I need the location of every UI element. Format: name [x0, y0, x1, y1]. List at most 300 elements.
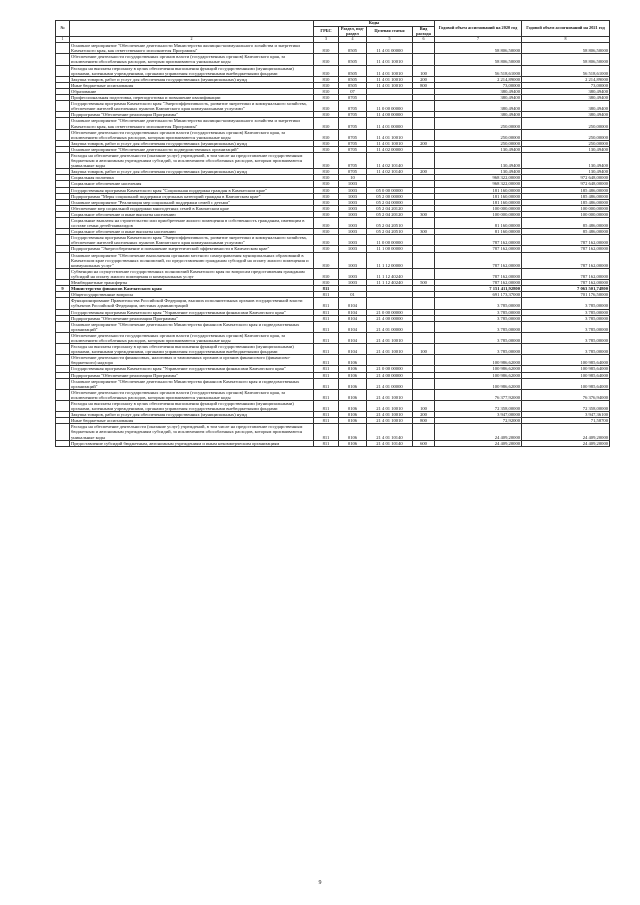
row-razdel: 0104: [339, 298, 367, 309]
row-grbs: 810: [314, 82, 339, 88]
table-row: [56, 235, 610, 246]
row-vol2020: 787 162,00000: [435, 280, 522, 286]
row-vol2020: 24 409,20000: [435, 440, 522, 446]
row-razdel: 0705: [339, 169, 367, 175]
row-grbs: 811: [314, 366, 339, 372]
row-name: Обеспечение мер социальной поддержки многодетных семей в Камчатском крае: [70, 205, 314, 211]
row-vid: 200: [413, 412, 435, 418]
row-grbs: 810: [314, 246, 339, 252]
row-target: 21 4 01 10010: [367, 344, 413, 355]
row-name: Обеспечение деятельности государственных органов власти (государственных органов) Камчатского края, за исключением обособленных расходов, которым присваиваются уникальные коды: [70, 389, 314, 400]
row-vid: 200: [413, 169, 435, 175]
row-vol2020: 3 785,00000: [435, 321, 522, 332]
row-target: 21 4 00 00000: [367, 315, 413, 321]
row-vol2021: 100 985,64000: [522, 366, 610, 372]
table-row: [56, 389, 610, 400]
row-razdel: 1003: [339, 199, 367, 205]
row-vol2020: 787 162,00000: [435, 268, 522, 279]
header-vol2020: Годовой объем ассигнований на 2020 год: [435, 21, 522, 37]
row-vol2020: 380,49400: [435, 95, 522, 101]
row-name: Основное мероприятие "Обеспечение деятельности Министерства финансов Камчатского края и подведомственных организаций": [70, 321, 314, 332]
row-target: 21 4 01 10010: [367, 401, 413, 412]
row-name: Обеспечение деятельности государственных органов власти (государственных органов) Камчатского края, за исключением обособленных расходов, которым присваиваются уникальные коды: [70, 129, 314, 140]
row-vid: [413, 252, 435, 268]
row-vol2020: 56 518,61000: [435, 65, 522, 76]
row-number: [56, 298, 70, 309]
row-vol2021: 130,49400: [522, 152, 610, 168]
row-name: Расходы на выплаты персоналу в целях обеспечения выполнения функций государственными (муниципальными) органами, казенными учреждениями, органами управления государственными внебюджетными фондами: [70, 65, 314, 76]
row-razdel: 0106: [339, 440, 367, 446]
row-grbs: 811: [314, 401, 339, 412]
row-grbs: 810: [314, 199, 339, 205]
row-razdel: 0705: [339, 101, 367, 112]
row-grbs: 810: [314, 229, 339, 235]
row-vol2020: 380,49400: [435, 101, 522, 112]
row-vol2020: 73,00000: [435, 82, 522, 88]
row-grbs: 811: [314, 372, 339, 378]
row-vol2020: 130,49400: [435, 169, 522, 175]
row-vol2020: 100 986,62000: [435, 378, 522, 389]
table-row: [56, 101, 610, 112]
row-vol2021: 100 985,64000: [522, 355, 610, 366]
row-grbs: 811: [314, 412, 339, 418]
page-number: 9: [318, 880, 322, 886]
row-number: [56, 344, 70, 355]
row-razdel: 0106: [339, 372, 367, 378]
row-vol2021: 380,49400: [522, 112, 610, 118]
row-grbs: 811: [314, 286, 339, 292]
header-target: Целевая статья: [367, 26, 413, 37]
row-name: Расходы на обеспечение деятельности (оказание услуг) учреждений, в том числе на предоставление государственным бюджетным и автономным учреждениям субсидий, за исключением обособленных расходов, которым присваиваются уникальные коды: [70, 424, 314, 440]
row-vol2021: 100 000,00000: [522, 211, 610, 217]
row-grbs: 810: [314, 95, 339, 101]
row-vol2021: 58 806,50000: [522, 43, 610, 54]
row-grbs: 810: [314, 88, 339, 94]
row-name: Закупка товаров, работ и услуг для обеспечения государственных (муниципальных) нужд: [70, 140, 314, 146]
row-vid: [413, 152, 435, 168]
row-target: 21 0 00 00000: [367, 366, 413, 372]
row-target: 05 2 04 20510: [367, 229, 413, 235]
row-razdel: 0705: [339, 140, 367, 146]
row-name: Обеспечение деятельности государственных органов власти (государственных органов) Камчатского края, за исключением обособленных расходов, которым присваиваются уникальные коды: [70, 54, 314, 65]
row-grbs: 810: [314, 211, 339, 217]
row-razdel: 0705: [339, 95, 367, 101]
row-grbs: 810: [314, 218, 339, 229]
row-target: 21 0 00 00000: [367, 309, 413, 315]
row-target: 11 4 01 10010: [367, 129, 413, 140]
row-name: Социальная политика: [70, 175, 314, 181]
row-grbs: 811: [314, 355, 339, 366]
row-target: 11 4 02 10140: [367, 169, 413, 175]
row-grbs: 811: [314, 424, 339, 440]
row-name: Расходы на выплаты персоналу в целях обеспечения выполнения функций государственными (муниципальными) органами, казенными учреждениями, органами управления государственными внебюджетными фондами: [70, 401, 314, 412]
row-vol2021: 185 486,00000: [522, 199, 610, 205]
row-grbs: 810: [314, 187, 339, 193]
table-row: [56, 268, 610, 279]
row-target: 21 4 01 10010: [367, 332, 413, 343]
row-vol2021: 787 162,00000: [522, 252, 610, 268]
row-vol2021: 701 176,50000: [522, 292, 610, 298]
row-vid: [413, 235, 435, 246]
row-vid: 100: [413, 344, 435, 355]
row-vol2021: 71,58700: [522, 418, 610, 424]
row-vol2021: 100 985,64000: [522, 372, 610, 378]
row-vol2021: 787 162,00000: [522, 235, 610, 246]
row-name: Предоставление субсидий бюджетным, автономным учреждениям и иным некоммерческим организациям: [70, 440, 314, 446]
row-number: [56, 424, 70, 440]
row-grbs: 810: [314, 146, 339, 152]
table-row: [56, 355, 610, 366]
row-razdel: 1003: [339, 187, 367, 193]
table-row: [56, 152, 610, 168]
row-razdel: 1003: [339, 280, 367, 286]
row-target: 11 1 12 40240: [367, 280, 413, 286]
row-name: Образование: [70, 88, 314, 94]
row-vid: 300: [413, 229, 435, 235]
index-cell: 8: [522, 37, 610, 43]
row-name: Расходы на обеспечение деятельности (оказание услуг) учреждений, в том числе на предоставление государственным бюджетным и автономным учреждениям субсидий, за исключением обособленных расходов, которым присваиваются уникальные коды: [70, 152, 314, 168]
row-name: Государственная программа Камчатского края "Управление государственными финансами Камчатского края": [70, 366, 314, 372]
row-vol2021: 100 985,64000: [522, 378, 610, 389]
row-vol2020: 181 160,00000: [435, 199, 522, 205]
index-cell: 3: [314, 37, 339, 43]
row-name: Профессиональная подготовка, переподготовка и повышение квалификации: [70, 95, 314, 101]
row-vol2021: 24 409,20000: [522, 440, 610, 446]
index-cell: 6: [413, 37, 435, 43]
row-target: 21 4 01 00000: [367, 321, 413, 332]
row-name: Государственная программа Камчатского края "Социальная поддержка граждан в Камчатском крае": [70, 187, 314, 193]
table-row: [56, 54, 610, 65]
row-target: 05 2 04 20510: [367, 218, 413, 229]
row-target: 21 4 01 00000: [367, 378, 413, 389]
row-name: Расходы на выплаты персоналу в целях обеспечения выполнения функций государственными (муниципальными) органами, казенными учреждениями, органами управления государственными внебюджетными фондами: [70, 344, 314, 355]
header-num: №: [56, 21, 70, 37]
row-vol2021: 76 376,94000: [522, 389, 610, 400]
row-vol2020: 130,49400: [435, 146, 522, 152]
row-razdel: 1003: [339, 229, 367, 235]
row-target: 11 4 00 00000: [367, 112, 413, 118]
row-vol2021: 250,00000: [522, 118, 610, 129]
header-vid: Вид расхода: [413, 26, 435, 37]
row-vol2021: 250,00000: [522, 129, 610, 140]
row-vid: [413, 129, 435, 140]
row-vol2020: 7 151 411,92800: [435, 286, 522, 292]
row-vol2021: 7 063 501,74800: [522, 286, 610, 292]
row-target: 11 1 12 00000: [367, 252, 413, 268]
row-vol2021: 72 358,00000: [522, 401, 610, 412]
row-vol2021: 56 518,61000: [522, 65, 610, 76]
row-vol2020: 3 785,00000: [435, 315, 522, 321]
row-number: [56, 252, 70, 268]
row-name: Социальное обеспечение и иные выплаты населению: [70, 229, 314, 235]
row-vol2020: 100 000,00000: [435, 211, 522, 217]
row-vol2020: 3 785,00000: [435, 309, 522, 315]
row-vid: 100: [413, 65, 435, 76]
row-vol2020: 250,00000: [435, 140, 522, 146]
row-grbs: 810: [314, 152, 339, 168]
row-name: Иные бюджетные ассигнования: [70, 82, 314, 88]
row-name: Общегосударственные вопросы: [70, 292, 314, 298]
row-razdel: 0106: [339, 355, 367, 366]
row-vol2021: 787 162,00000: [522, 246, 610, 252]
row-grbs: 810: [314, 140, 339, 146]
row-grbs: 811: [314, 418, 339, 424]
row-target: 21 4 00 00000: [367, 372, 413, 378]
row-vol2021: 185 486,00000: [522, 193, 610, 199]
row-target: 11 1 00 00000: [367, 246, 413, 252]
row-vol2021: 3 785,00000: [522, 298, 610, 309]
row-target: 11 1 12 40240: [367, 268, 413, 279]
row-target: 21 4 01 10010: [367, 412, 413, 418]
index-cell: 1: [56, 37, 70, 43]
row-target: 21 4 01 10140: [367, 440, 413, 446]
row-name: Социальные выплаты на строительство или приобретение жилого помещения в собственность гражданам, имеющим в составе семьи детей-инвалидов: [70, 218, 314, 229]
row-razdel: 0104: [339, 309, 367, 315]
row-target: 11 4 01 10010: [367, 76, 413, 82]
row-vol2021: 3 785,00000: [522, 309, 610, 315]
row-vid: [413, 43, 435, 54]
row-razdel: 0705: [339, 146, 367, 152]
row-grbs: 810: [314, 112, 339, 118]
table-row: [56, 321, 610, 332]
row-vol2021: 185 486,00000: [522, 187, 610, 193]
row-vol2020: 81 160,00000: [435, 229, 522, 235]
table-row: [56, 424, 610, 440]
row-vid: [413, 54, 435, 65]
row-number: [56, 321, 70, 332]
row-vol2021: 787 162,00000: [522, 268, 610, 279]
row-grbs: 811: [314, 315, 339, 321]
row-name: Государственная программа Камчатского края "Управление государственными финансами Камчатского края": [70, 309, 314, 315]
row-vid: 500: [413, 280, 435, 286]
row-vol2020: 181 160,00000: [435, 187, 522, 193]
table-row: [56, 43, 610, 54]
row-vol2021: 3 785,00000: [522, 332, 610, 343]
row-target: 05 2 04 20120: [367, 205, 413, 211]
row-razdel: 0106: [339, 424, 367, 440]
row-grbs: 811: [314, 292, 339, 298]
row-name: Подпрограмма "Меры социальной поддержки отдельных категорий граждан в Камчатском крае": [70, 193, 314, 199]
row-vol2020: 100 986,62000: [435, 372, 522, 378]
row-vol2020: 58 806,50000: [435, 43, 522, 54]
row-razdel: 0705: [339, 129, 367, 140]
row-target: 05 2 04 00000: [367, 199, 413, 205]
row-target: 11 4 01 10010: [367, 140, 413, 146]
row-vol2020: 787 162,00000: [435, 235, 522, 246]
row-razdel: 0106: [339, 389, 367, 400]
row-vid: 200: [413, 140, 435, 146]
row-name: Государственная программа Камчатского края "Энергоэффективность, развитие энергетики и коммунального хозяйства, обеспечение жителей населенных пунктов Камчатского края коммунальными услугами": [70, 235, 314, 246]
row-razdel: 0104: [339, 321, 367, 332]
row-target: 21 4 01 10010: [367, 418, 413, 424]
row-target: 05 2 04 20120: [367, 211, 413, 217]
row-target: 11 4 01 10010: [367, 54, 413, 65]
table-row: [56, 440, 610, 446]
row-grbs: 810: [314, 193, 339, 199]
row-vol2020: 58 806,50000: [435, 54, 522, 65]
row-vol2021: 972 648,00000: [522, 181, 610, 187]
row-grbs: 810: [314, 65, 339, 76]
row-vol2020: 968 322,00000: [435, 175, 522, 181]
row-razdel: 0106: [339, 401, 367, 412]
row-vid: 100: [413, 401, 435, 412]
row-name: Межбюджетные трансферты: [70, 280, 314, 286]
row-number: [56, 389, 70, 400]
row-grbs: 810: [314, 129, 339, 140]
row-number: [56, 355, 70, 366]
row-vid: [413, 298, 435, 309]
row-number: [56, 235, 70, 246]
row-vid: [413, 355, 435, 366]
row-vol2020: 3 785,00000: [435, 344, 522, 355]
row-grbs: 811: [314, 298, 339, 309]
row-grbs: 811: [314, 344, 339, 355]
row-vol2020: 968 322,00000: [435, 181, 522, 187]
row-name: Иные бюджетные ассигнования: [70, 418, 314, 424]
row-target: 11 4 01 10010: [367, 82, 413, 88]
row-vol2021: 85 486,00000: [522, 229, 610, 235]
row-razdel: 1003: [339, 205, 367, 211]
row-razdel: 0104: [339, 344, 367, 355]
header-name: [70, 21, 314, 37]
row-number: [56, 129, 70, 140]
row-number: 9: [56, 286, 70, 292]
row-target: 05 2 00 00000: [367, 193, 413, 199]
row-name: Основное мероприятие "Обеспечение деятельности Министерства жилищно-коммунального хозяйства и энергетики Камчатского края, как ответственного исполнителя Программы": [70, 43, 314, 54]
row-grbs: 810: [314, 43, 339, 54]
row-vol2021: 58 806,50000: [522, 54, 610, 65]
row-razdel: 1003: [339, 181, 367, 187]
row-razdel: 1003: [339, 235, 367, 246]
row-vol2020: 250,00000: [435, 129, 522, 140]
table-row: [56, 65, 610, 76]
row-vol2021: 3 785,00000: [522, 344, 610, 355]
row-name: Подпрограмма "Энергосбережение и повышение энергетической эффективности в Камчатском крае": [70, 246, 314, 252]
row-target: [367, 355, 413, 366]
row-name: Основное мероприятие "Обеспечение деятельности Министерства финансов Камчатского края и подведомственных организаций": [70, 378, 314, 389]
row-razdel: 0104: [339, 332, 367, 343]
row-vol2020: 76 377,92000: [435, 389, 522, 400]
row-vol2020: 691 173,37000: [435, 292, 522, 298]
table-row: [56, 378, 610, 389]
index-cell: 7: [435, 37, 522, 43]
row-grbs: 810: [314, 280, 339, 286]
row-grbs: 810: [314, 175, 339, 181]
row-vol2020: 24 409,20000: [435, 424, 522, 440]
row-name: Основное мероприятие "Реализация мер социальной поддержки семей с детьми": [70, 199, 314, 205]
row-number: [56, 218, 70, 229]
table-row: [56, 252, 610, 268]
row-target: 11 4 01 00000: [367, 43, 413, 54]
row-name: Закупка товаров, работ и услуг для обеспечения государственных (муниципальных) нужд: [70, 412, 314, 418]
row-vol2020: 787 162,00000: [435, 252, 522, 268]
row-vol2020: 100 000,00000: [435, 205, 522, 211]
table-row: [56, 332, 610, 343]
row-grbs: 811: [314, 309, 339, 315]
row-vid: 200: [413, 76, 435, 82]
row-vol2020: 181 160,00000: [435, 193, 522, 199]
row-name: Подпрограмма "Обеспечение реализации Программы": [70, 315, 314, 321]
row-grbs: 811: [314, 332, 339, 343]
row-name: Подпрограмма "Обеспечение реализации Программы": [70, 372, 314, 378]
index-cell: 4: [339, 37, 367, 43]
row-vol2021: 24 409,20000: [522, 424, 610, 440]
index-cell: 5: [367, 37, 413, 43]
row-grbs: 810: [314, 118, 339, 129]
row-vol2021: 380,49400: [522, 101, 610, 112]
table-row: [56, 118, 610, 129]
row-name: Социальное обеспечение и иные выплаты населению: [70, 211, 314, 217]
row-name: Основное мероприятие "Обеспечение деятельности подведомственных организаций": [70, 146, 314, 152]
row-name: Социальное обеспечение населения: [70, 181, 314, 187]
row-vol2021: 972 648,00000: [522, 175, 610, 181]
row-grbs: 810: [314, 169, 339, 175]
row-razdel: 0505: [339, 43, 367, 54]
header-vol2021: Годовой объем ассигнований на 2021 год: [522, 21, 610, 37]
row-vol2020: 380,49400: [435, 112, 522, 118]
row-name: Министерство финансов Камчатского края: [70, 286, 314, 292]
row-vol2021: 3 785,00000: [522, 321, 610, 332]
row-target: 11 4 01 00000: [367, 118, 413, 129]
row-razdel: 0106: [339, 412, 367, 418]
row-vid: 600: [413, 440, 435, 446]
row-name: Субвенции на осуществление государственных полномочий Камчатского края по вопросам предоставления гражданам субсидий на оплату жилого помещения и коммунальных услуг: [70, 268, 314, 279]
row-grbs: 810: [314, 235, 339, 246]
row-name: Подпрограмма "Обеспечение реализации Программы": [70, 112, 314, 118]
row-vol2021: 3 785,00000: [522, 315, 610, 321]
header-codes: Коды: [314, 21, 435, 27]
row-grbs: 811: [314, 378, 339, 389]
row-razdel: 0505: [339, 76, 367, 82]
row-vid: [413, 218, 435, 229]
row-vol2021: 380,49400: [522, 88, 610, 94]
row-vol2020: 81 160,00000: [435, 218, 522, 229]
row-name: Обеспечение деятельности государственных органов власти (государственных органов) Камчатского края, за исключением обособленных расходов, которым присваиваются уникальные коды: [70, 332, 314, 343]
row-vol2020: 72,92000: [435, 418, 522, 424]
row-vid: [413, 389, 435, 400]
row-razdel: 0106: [339, 366, 367, 372]
row-razdel: 10: [339, 175, 367, 181]
row-grbs: 810: [314, 76, 339, 82]
row-target: 11 0 00 00000: [367, 235, 413, 246]
row-name: Государственная программа Камчатского края "Энергоэффективность, развитие энергетики и коммунального хозяйства, обеспечение жителей населенных пунктов Камчатского края коммунальными услугами": [70, 101, 314, 112]
row-target: 21 4 01 10010: [367, 389, 413, 400]
row-razdel: 1003: [339, 218, 367, 229]
row-vol2020: 380,49400: [435, 88, 522, 94]
row-vid: [413, 378, 435, 389]
row-razdel: 1003: [339, 246, 367, 252]
row-razdel: 0106: [339, 418, 367, 424]
row-name: Основное мероприятие "Обеспечение деятельности Министерства жилищно-коммунального хозяйства и энергетики Камчатского края, как ответственного исполнителя Программы": [70, 118, 314, 129]
row-number: [56, 440, 70, 446]
row-razdel: 0505: [339, 82, 367, 88]
row-vol2021: 2 214,89000: [522, 76, 610, 82]
row-target: 05 0 00 00000: [367, 187, 413, 193]
row-vol2020: 250,00000: [435, 118, 522, 129]
row-razdel: 1003: [339, 252, 367, 268]
row-vid: [413, 424, 435, 440]
row-vol2020: 787 162,00000: [435, 246, 522, 252]
row-name: Функционирование Правительства Российской Федерации, высших исполнительных органов государственной власти субъектов Российской Федерации, местных администраций: [70, 298, 314, 309]
row-vol2021: 85 486,00000: [522, 218, 610, 229]
row-target: 11 4 02 00000: [367, 146, 413, 152]
row-vol2021: 787 162,00000: [522, 280, 610, 286]
row-number: [56, 401, 70, 412]
row-vol2020: 2 214,89000: [435, 76, 522, 82]
table-row: [56, 129, 610, 140]
row-target: [367, 298, 413, 309]
table-row: [56, 401, 610, 412]
